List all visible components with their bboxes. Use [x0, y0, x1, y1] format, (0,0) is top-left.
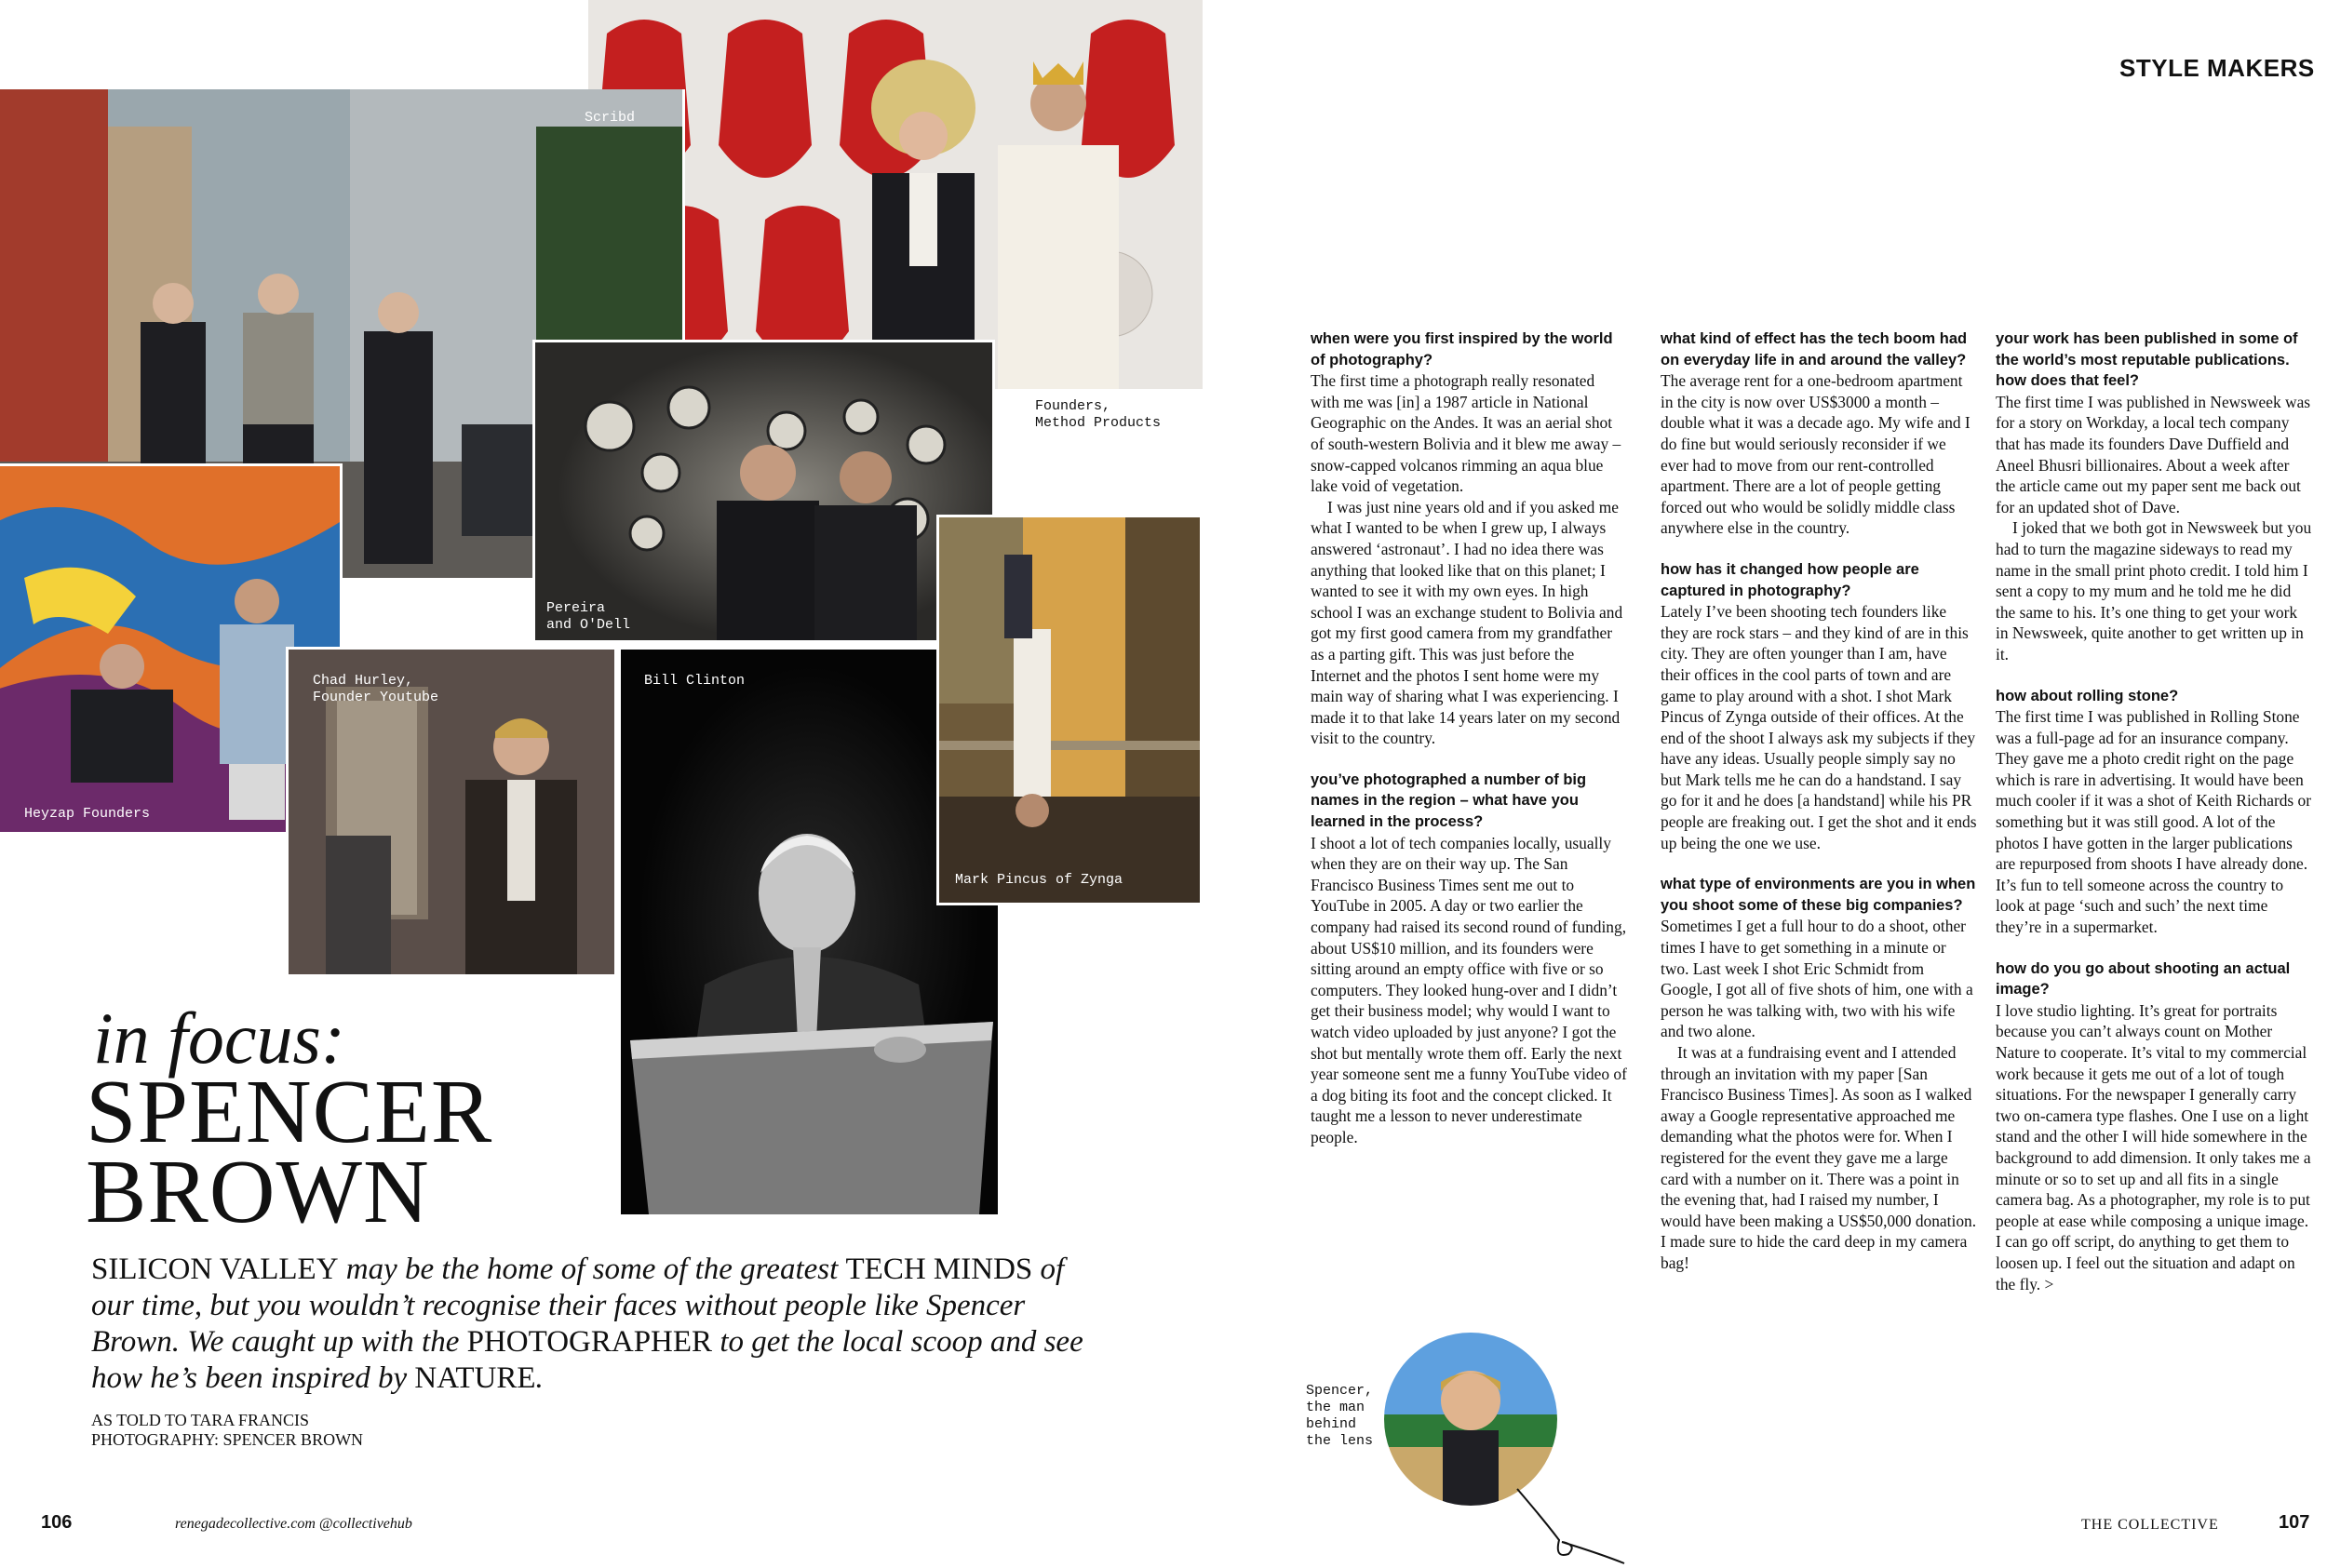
- question: when were you first inspired by the world of photography?: [1311, 330, 1613, 369]
- standfirst-text-3: to get the local scoop and see how he’s been inspired by: [91, 1325, 1083, 1395]
- page-number-left: 106: [41, 1512, 73, 1533]
- title-in-focus: in focus:: [93, 998, 345, 1079]
- caption-scribd: Scribd: [585, 110, 636, 126]
- portrait-figure: [1378, 1326, 1657, 1568]
- standfirst-photographer: PHOTOGRAPHER: [466, 1325, 713, 1359]
- portrait-caption: Spencer, the man behind the lens: [1306, 1383, 1374, 1449]
- standfirst-nature: NATURE: [414, 1361, 536, 1395]
- answer-paragraph: The first time I was published in Newsweek was for a story on Workday, a local tech company that has made its founders Dave Duffield and Aneel Bhusri billionaires. About a week after the article came out my paper sent me back out for an updated shot of Dave.: [1996, 392, 2311, 516]
- question: how about rolling stone?: [1996, 687, 2179, 704]
- question: how has it changed how people are captured in photography?: [1661, 560, 1919, 599]
- answer-paragraph: It was at a fundraising event and I attended through an invitation with my paper [San Francisco Business Times]. As soon as I walked away a Google representative approached me demanding what the photos were for. When I registered for the event they gave me a large card with a number on it. There was a point in the evening that, had I raised my number, I would have been making a US$50,000 donation. I made sure to hide the card deep in my camera bag!: [1661, 1043, 1977, 1272]
- answer-paragraph: I shoot a lot of tech companies locally, usually when they are on their way up. The San Francisco Business Times sent me out to YouTube in 2005. A day or two earlier the company had raised its second round of funding, about US$10 million, and its founders were sitting around an empty office with five or so computers. They looked hung-over and I didn’t get their business model; why would I want to watch video uploaded by just anyone? I got the shot but mentally wrote them off. Early the next year someone sent me a funny YouTube video of a dog biting its foot and the concept clicked. It taught me a lesson to never underestimate people.: [1311, 833, 1627, 1146]
- spencer-portrait-image: [1378, 1326, 1564, 1514]
- question: what kind of effect has the tech boom had on everyday life in and around the valley?: [1661, 330, 1968, 369]
- answer-paragraph: The first time I was published in Rolling Stone was a full-page ad for an insurance company. They gave me a photo credit right on the page which is rare in advertising. It would have been much cooler if it was a shot of Keith Richards or something but it was still good. A lot of the photos I have gotten in the larger publications are repurposed from shoots I have already done. It’s fun to tell someone across the country to look at page ‘such and such’ the next time they’re in a supermarket.: [1996, 707, 2312, 937]
- answer-paragraph: I joked that we both got in Newsweek but you had to turn the magazine sideways to read my name in the small print photo credit. I told him I sent a copy to my mum and he told me he did the same to his. It’s one thing to get your work in Newsweek, quite another to get written up in it.: [1996, 518, 2312, 663]
- caption-heyzap: Heyzap Founders: [24, 806, 151, 822]
- article-column-1: [1311, 328, 1627, 1148]
- caption-pereira-odell: Pereira and O'Dell: [546, 600, 631, 633]
- question: how do you go about shooting an actual image?: [1996, 959, 2291, 998]
- photo-pereira-odell: [532, 340, 995, 643]
- standfirst-text-2: of our time, but you wouldn’t recognise their faces without people like Spencer Brown. We caught up with the: [91, 1253, 1065, 1359]
- mark-pincus-image: [939, 517, 1200, 903]
- answer-paragraph: The first time a photograph really resonated with me was [in] a 1987 article in National Geographic on the Andes. It was an aerial shot of south-western Bolivia and it blew me away – snow-capped volcanos rimming an aqua blue lake void of vegetation.: [1311, 371, 1621, 496]
- standfirst: [91, 1252, 1096, 1397]
- title-brown: BROWN: [86, 1142, 430, 1242]
- answer-paragraph: The average rent for a one-bedroom apartment in the city is now over US$3000 a month – double what it was a decade ago. My wife and I do fine but would seriously reconsider if we ever had to move from our rent-controlled apartment. There are a lot of people getting forced out who would be solidly middle class anywhere else in the country.: [1661, 371, 1971, 538]
- answer-paragraph: Lately I’ve been shooting tech founders like they are rock stars – and they kind of are in this city. They are often younger than I am, have their offices in the cool parts of town and are game to play around with a shot. I shot Mark Pincus of Zynga outside of their offices. At the end of the shoot I always ask my subjects if they have any ideas. Usually people simply say no but Mark tells me he can do a handstand. I say go for it and he does [a handstand] while his PR people are freaking out. I get the shot and it ends up being the one we use.: [1661, 602, 1977, 852]
- standfirst-silicon-valley: SILICON VALLEY: [91, 1253, 339, 1286]
- caption-bill-clinton: Bill Clinton: [644, 673, 746, 689]
- question: you’ve photographed a number of big names in the region – what have you learned in the process?: [1311, 771, 1587, 831]
- standfirst-text-1: may be the home of some of the greatest: [338, 1253, 846, 1286]
- question: your work has been published in some of the world’s most reputable publications. how does that feel?: [1996, 330, 2298, 390]
- answer-paragraph: Sometimes I get a full hour to do a shoot, other times I have to get something in a minute or two. Last week I shot Eric Schmidt from Google, I got all of five shots of him, one with a person he was talking with, two with his wife and two alone.: [1661, 917, 1973, 1041]
- pereira-image: [535, 342, 992, 640]
- decorative-squiggle: [1517, 1489, 1624, 1563]
- footer-website: renegadecollective.com @collectivehub: [175, 1516, 412, 1532]
- article-column-2: [1661, 328, 1977, 1274]
- question: what type of environments are you in when you shoot some of these big companies?: [1661, 876, 1976, 914]
- caption-chad-hurley: Chad Hurley, Founder Youtube: [313, 673, 439, 705]
- photo-mark-pincus: [936, 515, 1203, 905]
- title-spencer: SPENCER: [86, 1062, 493, 1162]
- article-column-3: [1996, 328, 2312, 1294]
- page-number-right: 107: [2279, 1512, 2310, 1533]
- caption-mark-pincus: Mark Pincus of Zynga: [955, 872, 1123, 888]
- caption-method-products: Founders, Method Products: [1035, 398, 1162, 431]
- answer-paragraph: I love studio lighting. It’s great for portraits because you can’t always count on Mother Nature to cooperate. It’s vital to my commercial work because it gets me out of a lot of tough situations. For the newspaper I generally carry two on-camera type flashes. One I use on a light stand and the other I will hide somewhere in the background to add dimension. It only takes me a minute or so to set up and all fits in a single camera bag. As a photographer, my role is to put people at ease while composing a unique image. I can go off script, do anything to get them to loosen up. I feel out the situation and adapt on the fly. >: [1996, 1000, 2311, 1293]
- credit-told-to: AS TOLD TO TARA FRANCIS: [91, 1411, 309, 1429]
- standfirst-tech-minds: TECH MINDS: [845, 1253, 1033, 1286]
- section-label: STYLE MAKERS: [2119, 54, 2315, 82]
- footer-brand: THE COLLECTIVE: [2081, 1517, 2219, 1533]
- answer-paragraph: I was just nine years old and if you asked me what I wanted to be when I grew up, I always answered ‘astronaut’. I had no idea there was anything that looked like that on this planet; I wanted to see it with my own eyes. In high school I was an exchange student to Bolivia and got my first good camera from my grandfather as a parting gift. This was just before the Internet and the photos I sent home were my main way of sharing what I was experiencing. I made it to that lake 14 years later on my second visit to the country.: [1311, 497, 1623, 748]
- credit-photography: PHOTOGRAPHY: SPENCER BROWN: [91, 1430, 364, 1449]
- standfirst-period: .: [535, 1361, 544, 1395]
